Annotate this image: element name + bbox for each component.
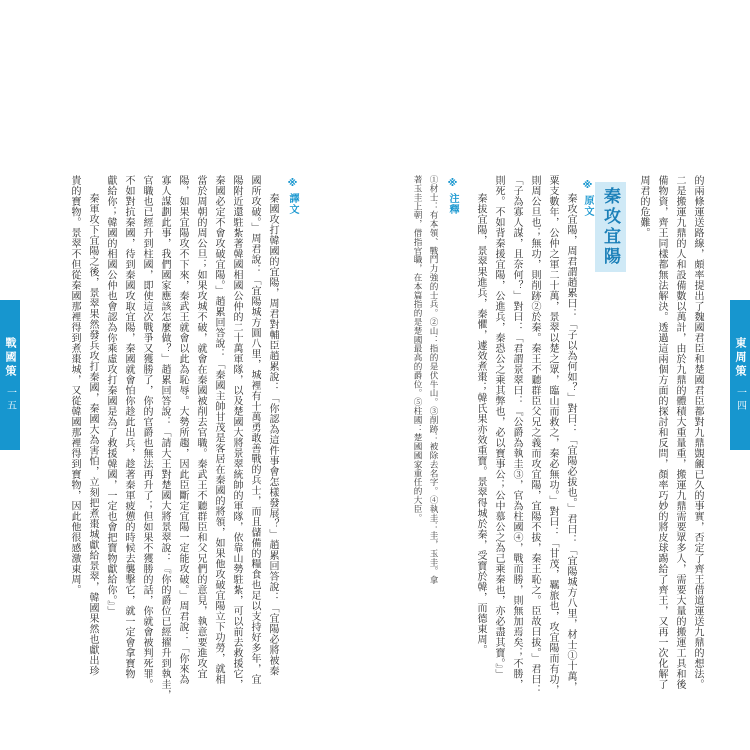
translation-line: 獻給你；韓國的相國公仲也會認為你乘虛攻打秦國是為了救援韓國，一定也會把寶物獻給你。』」	[105, 175, 116, 617]
original-line: 粟支數年，公仲之軍二十萬，景翠以楚之眾，臨山而救之，秦必無功。」對曰：「甘茂，羈旅也，攻宜陽而有功，	[547, 175, 558, 695]
tab-page-number: 一四	[734, 387, 746, 413]
translation-line: 秦國必定不會攻破宜陽。」趙累回答說：「秦國主帥甘茂是客居在秦國的將領，如果他攻破宜陽立下功勞，就相	[213, 175, 224, 685]
translation-line: 秦國攻打韓國的宜陽，周君對輔臣趙累說：「你認為這件事會怎樣發展？」趙累回答說：「宜陽必將被秦	[267, 193, 278, 676]
section-mark-icon: ※	[582, 180, 593, 192]
translation-line: 貴的寶物。景翠不但從秦國那裡得到煮棗城，又從韓國那裡得到寶物，因此他很感激東周。	[69, 175, 80, 595]
original-line: 秦攻宜陽，周君謂趙累曰：「子以為何如？」對曰：「宜陽必拔也。」君曰：「宜陽城方八里，材士①十萬，	[565, 193, 576, 692]
section-heading-notes: ※注釋	[447, 178, 458, 215]
translation-line: 秦軍攻下宜陽之後，景翠果然發兵攻打秦國，秦國大為害怕，立刻把煮棗城獻給景翠，韓國果然也獻出珍	[87, 193, 98, 676]
translation-line: 陽，如果宜陽攻不下來，秦武王就會以此為恥辱。大勢所趨，因此臣斷定宜陽一定能攻破。」周君說：「你來為	[177, 175, 188, 685]
section-mark-icon: ※	[287, 178, 298, 190]
section-heading-original: ※原文	[582, 180, 593, 217]
translation-line: 官職也已經升到柱國，即使這次戰爭又獲勝了，你的官爵也無法再升了；但如果不獲勝的話，你就會被判死罪。	[141, 175, 152, 690]
intro-line: 周君的危難。	[638, 175, 649, 238]
intro-line: 備物資，齊王同樣都無法解決。透過這兩個方面的探討和反問，顏率巧妙的將皮球踢給了齊王，又再一次化解了	[656, 175, 667, 690]
left-page-tab	[0, 300, 20, 450]
original-line: 則死。不如背秦援宜陽，公進兵，秦恐公之乘其弊也，必以寶事公；公中慕公之為己乘秦也，亦必盡其寶。』」	[493, 175, 504, 680]
article-title: 秦攻宜陽	[595, 182, 626, 272]
translation-line: 當於周朝的周公旦；如果攻城不破，就會在秦國被削去官職。秦武王不聽群臣和父兄們的意見，執意要進攻宜	[195, 175, 206, 679]
section-heading-translation: ※譯文	[287, 178, 298, 215]
tab-book-title: 東周策	[734, 337, 747, 379]
translation-line: 寡人謀劃此事，我們國家應該怎麼做？」趙累回答說：「請大王對楚國大將景翠說：『你的爵位已經擢升到執圭，	[159, 175, 170, 700]
translation-line: 不如對抗秦國，待到秦國攻取宜陽，秦國就會怕你趁此出兵，趁著秦軍疲憊的時候去襲擊它，就一定會拿寶物	[123, 175, 134, 679]
translation-line: 國所攻破。」周君說：「宜陽城方圓八里，城裡有十萬勇敢善戰的兵士，而且儲備的糧食也足以支持好多年，宜	[249, 175, 260, 685]
right-page-tab	[730, 300, 750, 450]
translation-line: 陽附近還駐紮著韓國相國公仲的二十萬軍隊，以及楚國大將景翠統帥的軍隊，依靠山勢駐紮，可以前去救援它，	[231, 175, 242, 690]
original-line: 秦拔宜陽，景翠果進兵，秦懼，遽效煮棗；韓氏果亦效重寶。景翠得城於秦，受寶於韓，而德東周。	[475, 193, 486, 655]
section-mark-icon: ※	[447, 178, 458, 190]
note-line: ①材士：有本領、戰鬥力強的士兵。②山：指的是伏牛山。③削跡：被除去名字。④執圭：圭，玉圭。拿	[428, 175, 438, 585]
note-line: 著玉圭上朝，借指官職，在本篇指的是楚國最高的爵位。⑤柱國：楚國國家重任的大臣。	[412, 175, 422, 523]
tab-book-title: 戰國策	[4, 337, 17, 379]
intro-line: 二是搬運九鼎的人和設備數以萬計，由於九鼎的體積大重量重，搬運九鼎需要眾多人，需要大量的搬運工具和後	[674, 175, 685, 690]
original-line: 則周公旦也；無功，則削跡②於秦。秦王不聽群臣父兄之義而攻宜陽，宜陽不拔，秦王恥之。臣故曰拔。」君曰：	[529, 175, 540, 695]
original-line: 「子為寡人謀，且奈何？」對曰：「君謂景翠曰：『公爵為執圭③，官為柱國④，戰而勝，則無加焉矣；不勝，	[511, 175, 522, 690]
tab-page-number: 一五	[4, 387, 16, 413]
intro-line: 的兩條運送路線，頗率提出了魏國君臣和楚國君臣都對九鼎覬覦已久的事實，否定了齊王借道運送九鼎的想法。	[692, 175, 703, 690]
